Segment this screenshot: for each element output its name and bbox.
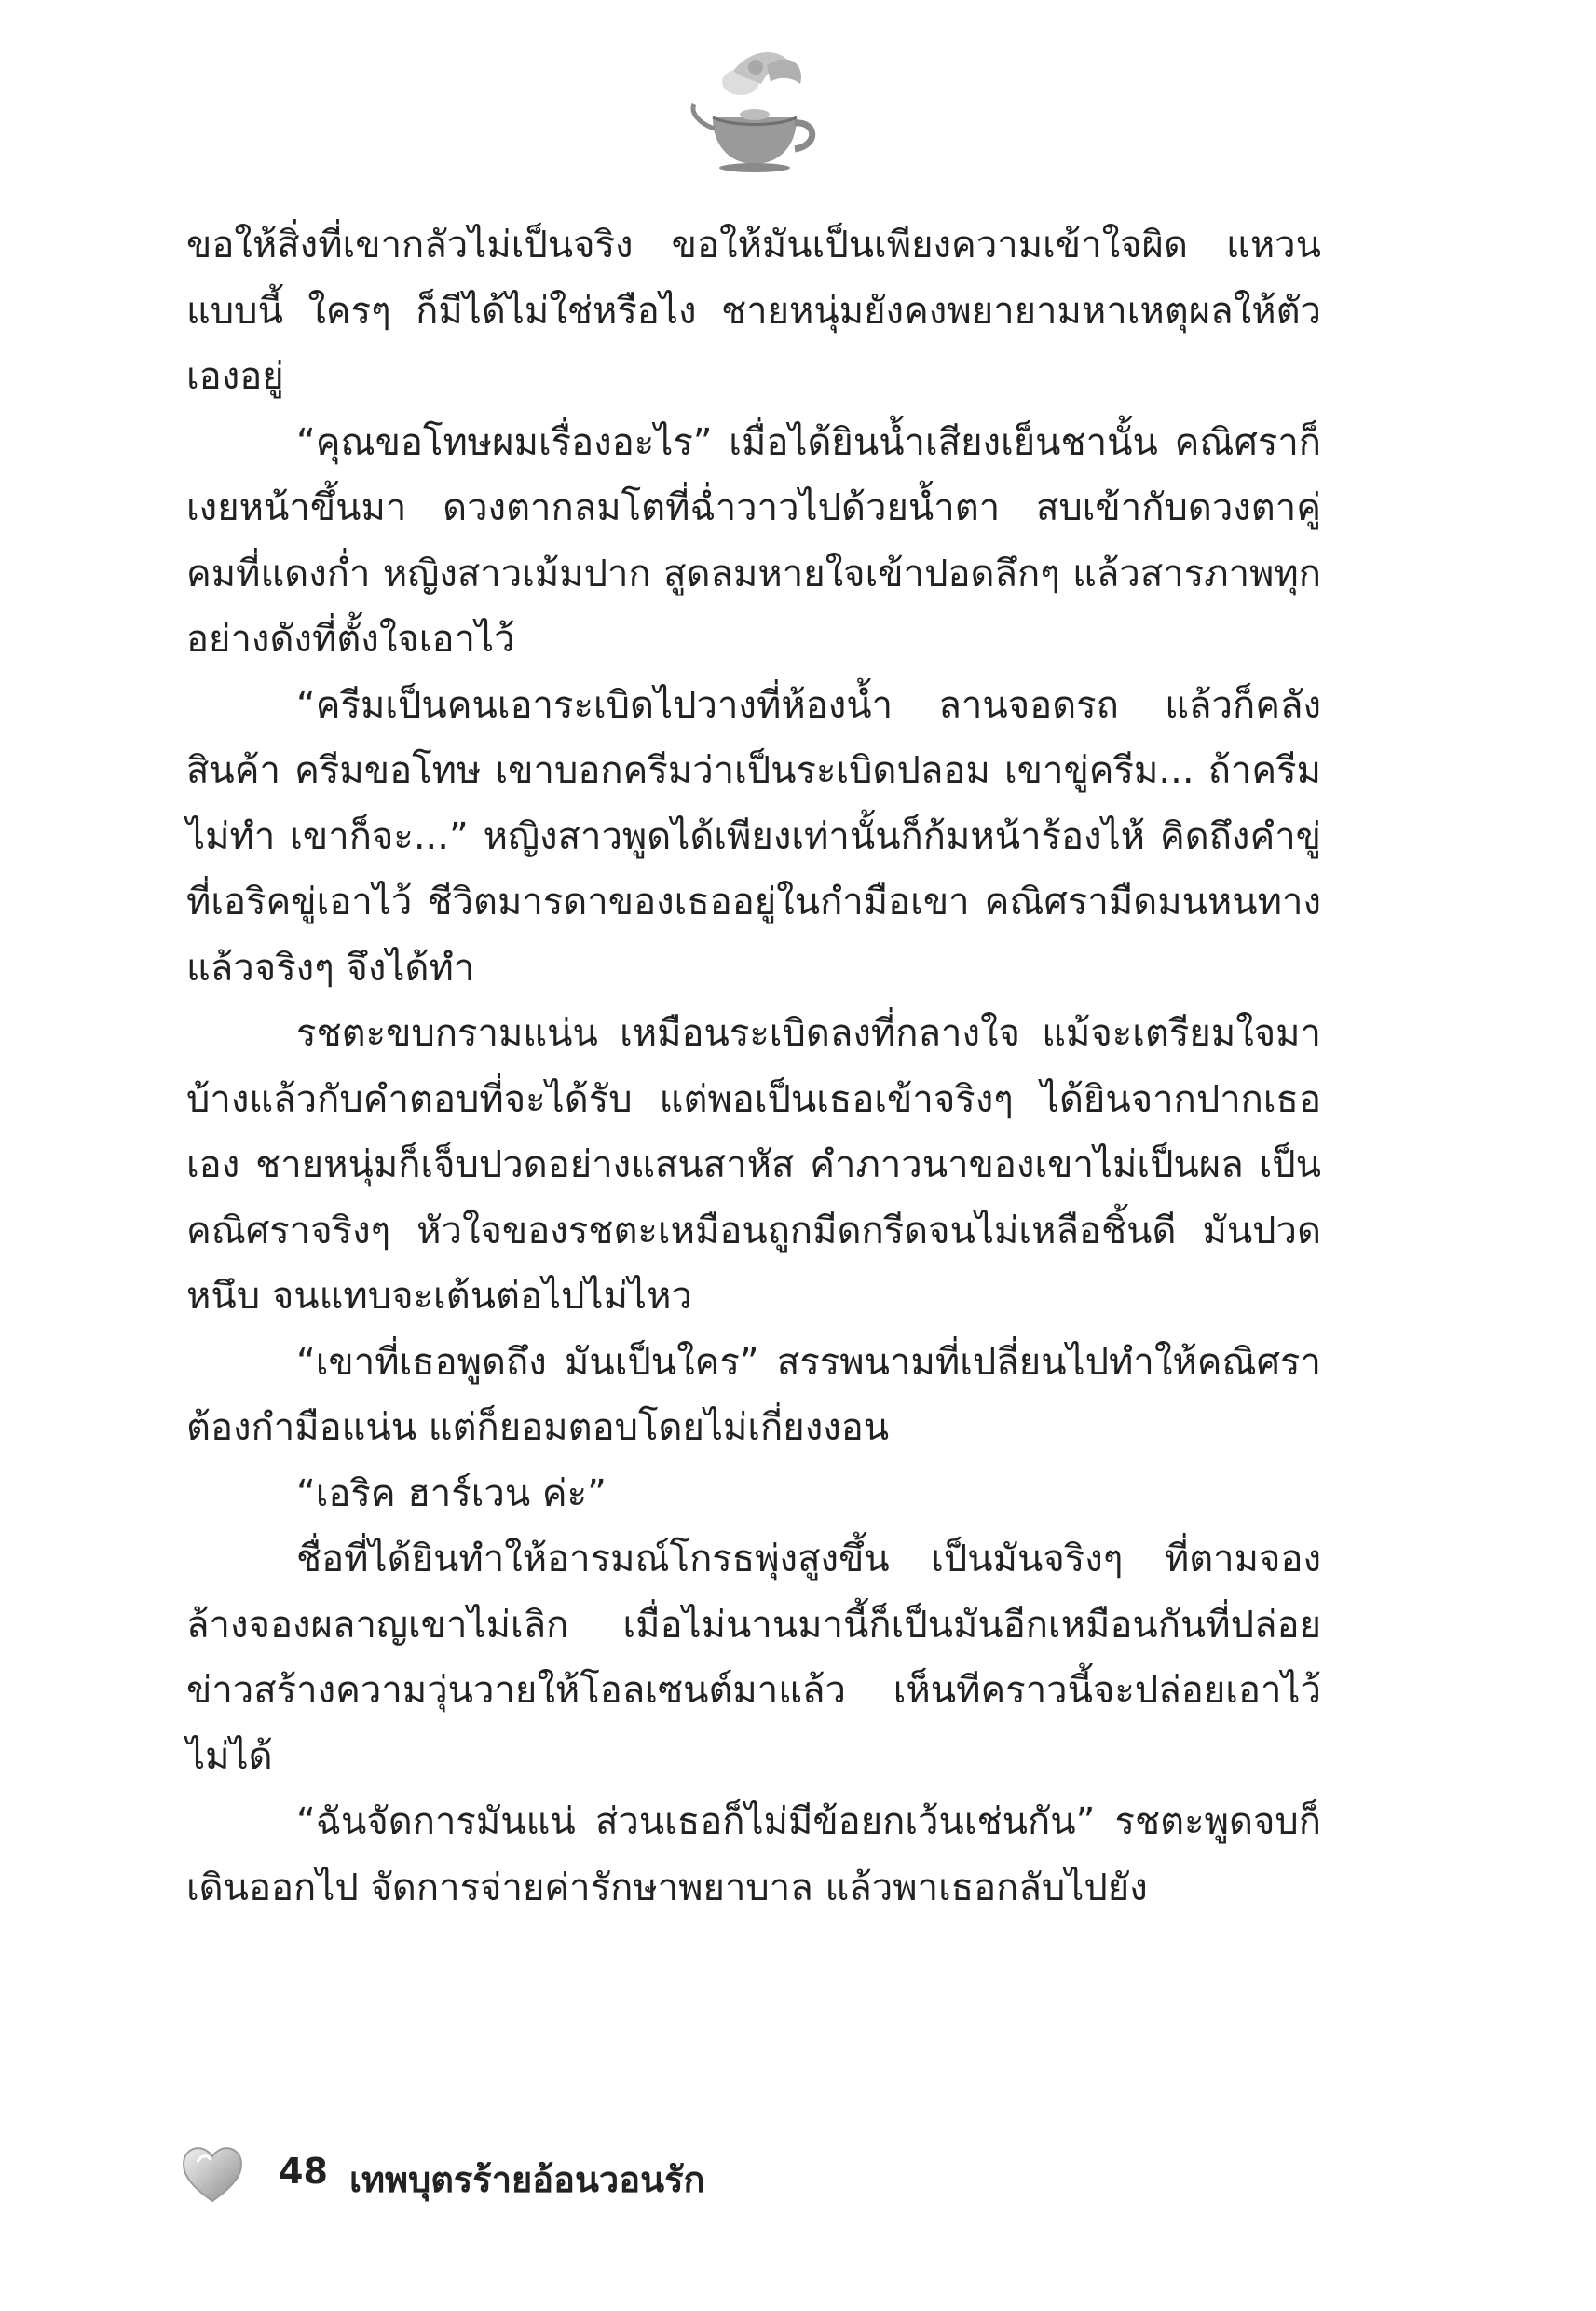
- paragraph-2: “คุณขอโทษผมเรื่องอะไร” เมื่อได้ยินน้ำเสียงเย็นชานั้น คณิศราก็เงยหน้าขึ้นมา ดวงตากลมโตที่ฉ่ำวาวไปด้วยน้ำตา สบเข้ากับดวงตาคู่คมที่แดงก่ำ หญิงสาวเม้มปาก สูดลมหายใจเข้าปอดลึกๆ แล้วสารภาพทุกอย่างดังที่ตั้งใจเอาไว้: [186, 420, 1321, 661]
- page-number: 48: [279, 2151, 328, 2192]
- body-text: [186, 212, 1321, 1921]
- paragraph-6: “เอริค ฮาร์เวน ค่ะ”: [296, 1471, 607, 1515]
- paragraph-8: “ฉันจัดการมันแน่ ส่วนเธอก็ไม่มีข้อยกเว้นเช่นกัน” รชตะพูดจบก็เดินออกไป จัดการจ่ายค่ารักษาพยาบาล แล้วพาเธอกลับไปยัง: [186, 1800, 1321, 1909]
- heart-icon: [179, 2141, 246, 2207]
- paragraph-7: ชื่อที่ได้ยินทำให้อารมณ์โกรธพุ่งสูงขึ้น เป็นมันจริงๆ ที่ตามจองล้างจองผลาญเขาไม่เลิก เมื่อไม่นานมานี้ก็เป็นมันอีกเหมือนกันที่ปล่อยข่าวสร้างความวุ่นวายให้โอลเซนต์มาแล้ว เห็นทีคราวนี้จะปล่อยเอาไว้ไม่ได้: [186, 1538, 1321, 1778]
- book-title: เทพบุตรร้ายอ้อนวอนรัก: [349, 2159, 705, 2200]
- paragraph-5: “เขาที่เธอพูดถึง มันเป็นใคร” สรรพนามที่เปลี่ยนไปทำให้คณิศราต้องกำมือแน่น แต่ก็ยอมตอบโดยไม่เกี่ยงงอน: [186, 1340, 1321, 1449]
- paragraph-3: “ครีมเป็นคนเอาระเบิดไปวางที่ห้องน้ำ ลานจอดรถ แล้วก็คลังสินค้า ครีมขอโทษ เขาบอกครีมว่าเป็นระเบิดปลอม เขาขู่ครีม... ถ้าครีมไม่ทำ เขาก็จะ...” หญิงสาวพูดได้เพียงเท่านั้นก็ก้มหน้าร้องไห้ คิดถึงคำขู่ที่เอริคขู่เอาไว้ ชีวิตมารดาของเธออยู่ในกำมือเขา คณิศรามืดมนหนทางแล้วจริงๆ จึงได้ทำ: [186, 683, 1321, 990]
- angel-teacup-icon: [685, 45, 825, 175]
- paragraph-4: รชตะขบกรามแน่น เหมือนระเบิดลงที่กลางใจ แม้จะเตรียมใจมาบ้างแล้วกับคำตอบที่จะได้รับ แต่พอเป็นเธอเข้าจริงๆ ได้ยินจากปากเธอเอง ชายหนุ่มก็เจ็บปวดอย่างแสนสาหัส คำภาวนาของเขาไม่เป็นผล เป็นคณิศราจริงๆ หัวใจของรชตะเหมือนถูกมีดกรีดจนไม่เหลือชิ้นดี มันปวดหนึบ จนแทบจะเต้นต่อไปไม่ไหว: [186, 1012, 1321, 1318]
- paragraph-1: ขอให้สิ่งที่เขากลัวไม่เป็นจริง ขอให้มันเป็นเพียงความเข้าใจผิด แหวนแบบนี้ ใครๆ ก็มีได้ไม่ใช่หรือไง ชายหนุ่มยังคงพยายามหาเหตุผลให้ตัวเองอยู่: [186, 224, 1321, 398]
